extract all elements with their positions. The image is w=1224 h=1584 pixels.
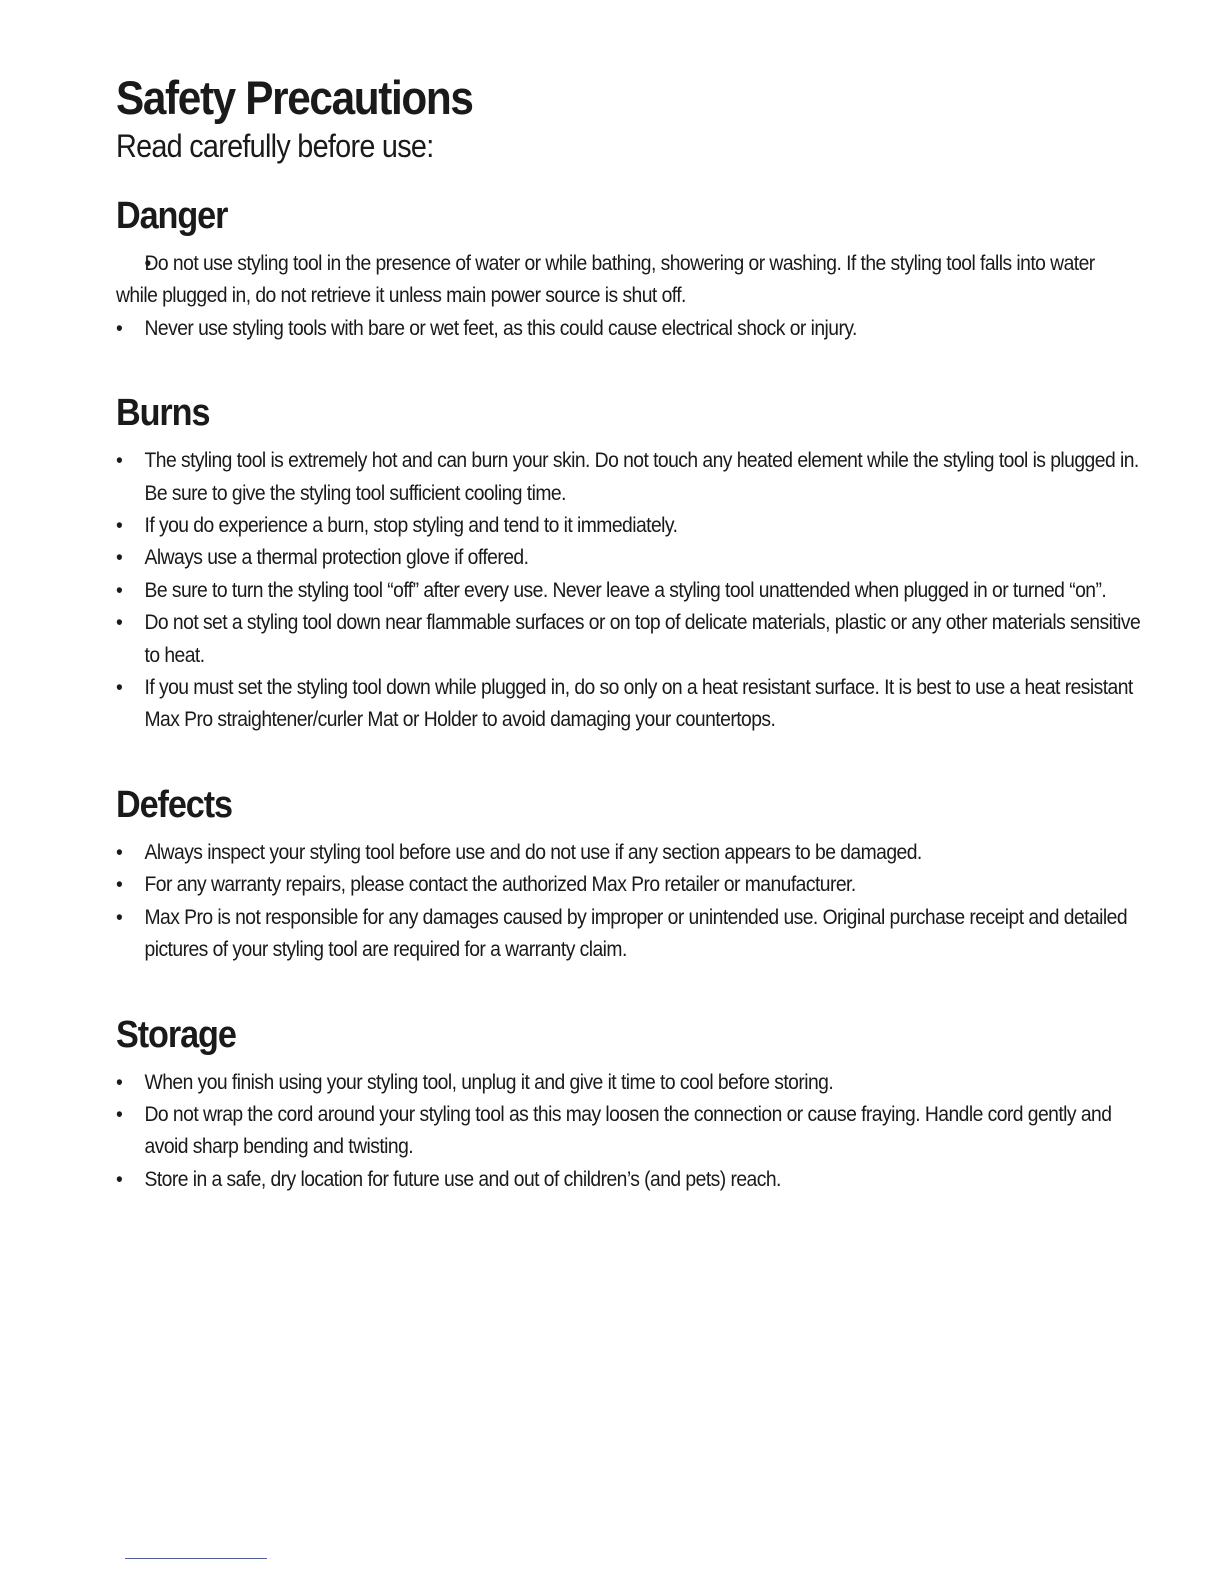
- list-item: • Do not set a styling tool down near flammable surfaces or on top of delicate materials, plastic or any other materials sensitive to heat.: [116, 607, 1147, 672]
- list-item: • Max Pro is not responsible for any damages caused by improper or unintended use. Original purchase receipt and detailed pictures of your styling tool are required for a warranty claim.: [116, 902, 1147, 967]
- bullet-list-danger: [116, 248, 1126, 345]
- page-subtitle: Read carefully before use:: [116, 128, 434, 164]
- list-item: • Store in a safe, dry location for future use and out of children’s (and pets) reach.: [116, 1164, 1147, 1196]
- bullet-list-storage: [116, 1067, 1126, 1197]
- bullet-list-defects: [116, 837, 1126, 967]
- bullet-list-burns: [116, 445, 1141, 737]
- section-storage: [116, 1011, 1126, 1197]
- list-item: • If you do experience a burn, stop styling and tend to it immediately.: [116, 510, 1147, 542]
- page-title: Safety Precautions: [116, 71, 473, 124]
- list-item: • Do not use styling tool in the presence of water or while bathing, showering or washing. If the styling tool falls into water while plugged in, do not retrieve it unless main power source is shut off.: [116, 248, 1119, 313]
- list-item: • Never use styling tools with bare or wet feet, as this could cause electrical shock or injury.: [116, 313, 1147, 345]
- section-heading-storage: Storage: [116, 1013, 236, 1056]
- section-defects: [116, 781, 1126, 967]
- list-item: • Be sure to turn the styling tool “off” after every use. Never leave a styling tool unattended when plugged in or turned “on”.: [116, 575, 1147, 607]
- document-page: [116, 70, 1141, 1196]
- section-danger: [116, 192, 1126, 345]
- section-burns: [116, 389, 1141, 737]
- section-heading-burns: Burns: [116, 392, 210, 435]
- list-item: • For any warranty repairs, please contact the authorized Max Pro retailer or manufacturer.: [116, 869, 1147, 901]
- section-heading-defects: Defects: [116, 783, 233, 826]
- list-item: • Always use a thermal protection glove if offered.: [116, 542, 1147, 574]
- list-item: • If you must set the styling tool down while plugged in, do so only on a heat resistant surface. It is best to use a heat resistant Max Pro straightener/curler Mat or Holder to avoid damaging your countertops.: [116, 672, 1147, 737]
- footer-rule: [125, 1558, 267, 1559]
- section-heading-danger: Danger: [116, 195, 228, 237]
- list-item: • Always inspect your styling tool before use and do not use if any section appears to be damaged.: [116, 837, 1147, 869]
- list-item: • The styling tool is extremely hot and can burn your skin. Do not touch any heated element while the styling tool is plugged in. Be sure to give the styling tool sufficient cooling time.: [116, 445, 1147, 510]
- list-item: • Do not wrap the cord around your styling tool as this may loosen the connection or cause fraying. Handle cord gently and avoid sharp bending and twisting.: [116, 1099, 1147, 1164]
- list-item: • When you finish using your styling tool, unplug it and give it time to cool before storing.: [116, 1067, 1147, 1099]
